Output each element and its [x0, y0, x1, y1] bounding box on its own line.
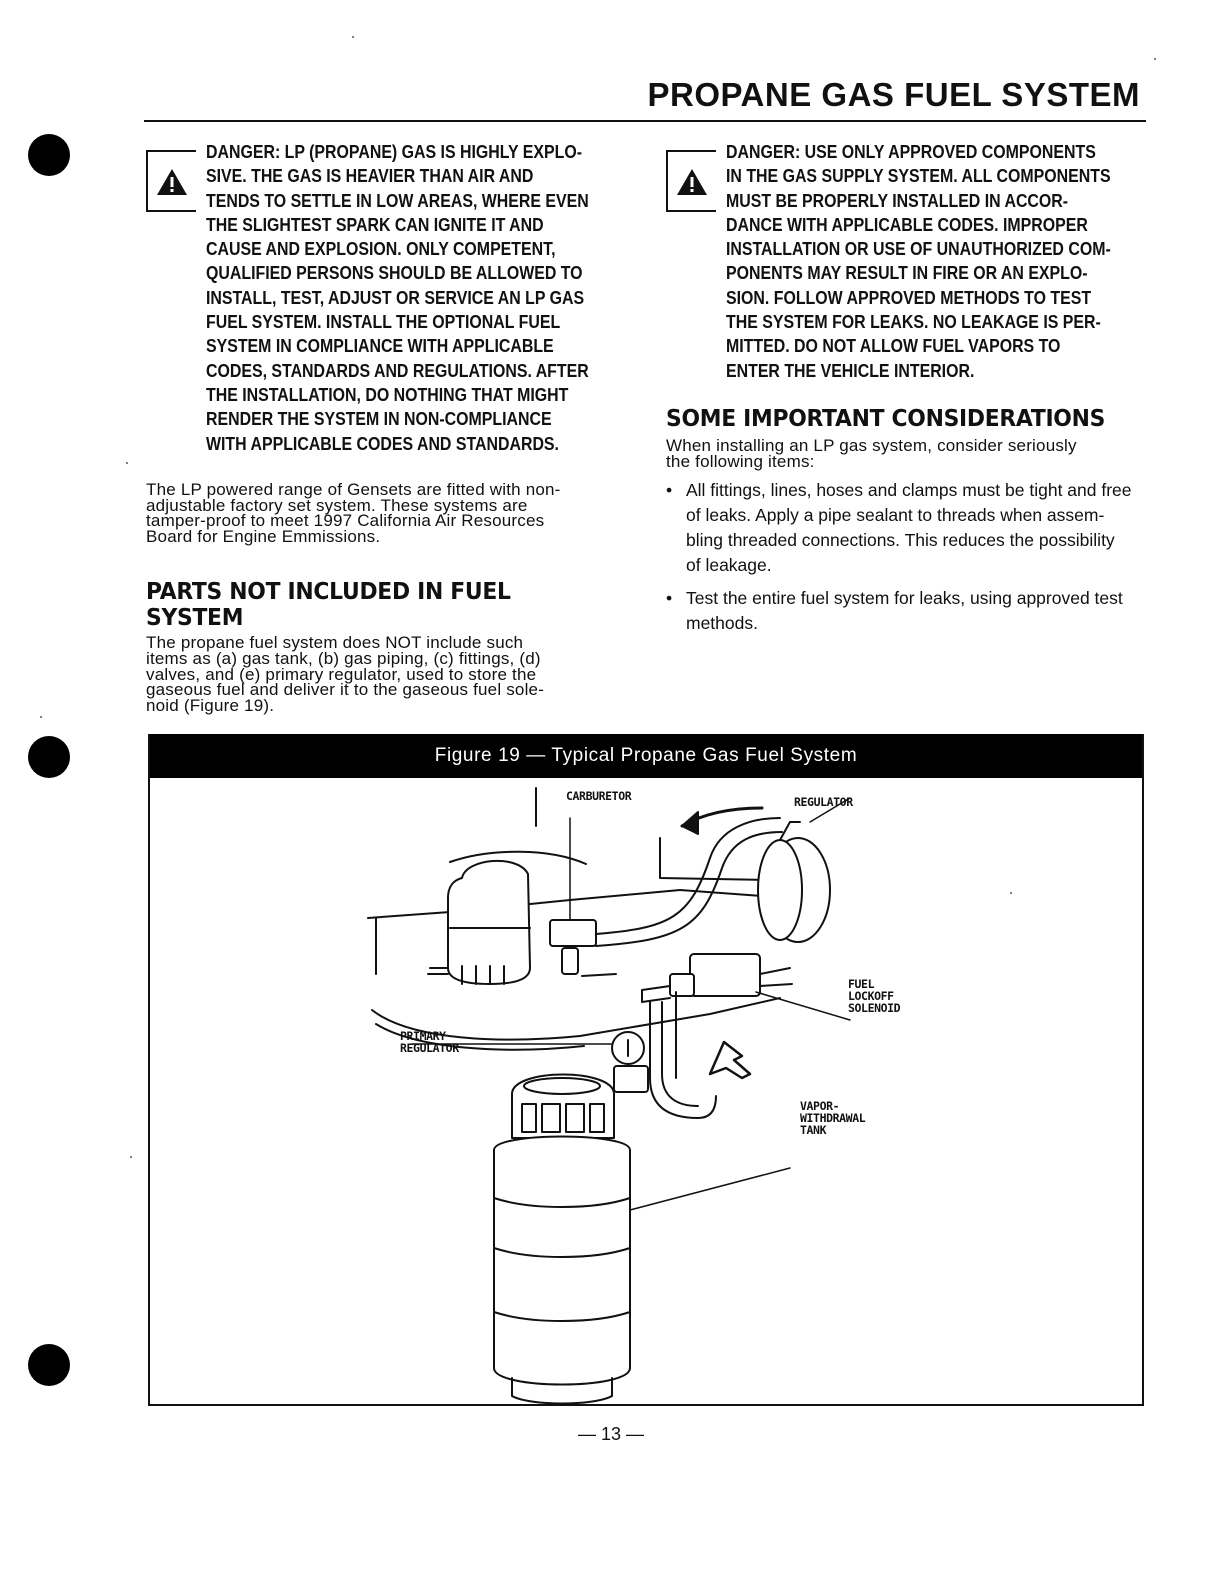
- danger-line: CODES, STANDARDS AND REGULATIONS. AFTER: [206, 359, 589, 381]
- danger-box-frame: [146, 150, 196, 212]
- text-line: • All fittings, lines, hoses and clamps must be tight and free: [686, 479, 1132, 500]
- danger-line: TENDS TO SETTLE IN LOW AREAS, WHERE EVEN: [206, 189, 589, 211]
- scan-speck: [130, 1156, 132, 1158]
- text-line: of leaks. Apply a pipe sealant to threads when assem-: [686, 504, 1105, 525]
- label-line: WITHDRAWAL: [800, 1111, 866, 1125]
- danger-line: MITTED. DO NOT ALLOW FUEL VAPORS TO: [726, 335, 1061, 357]
- label-line: SOLENOID: [848, 1001, 901, 1015]
- considerations-heading: SOME IMPORTANT CONSIDERATIONS: [666, 405, 1106, 432]
- danger-line: THE INSTALLATION, DO NOTHING THAT MIGHT: [206, 383, 569, 405]
- figure-caption: Figure 19 — Typical Propane Gas Fuel System: [150, 734, 1142, 778]
- label-line: REGULATOR: [400, 1041, 459, 1055]
- danger-box-frame: [666, 150, 716, 212]
- danger-line: DANGER: USE ONLY APPROVED COMPONENTS: [726, 141, 1096, 162]
- list-item: [666, 478, 1146, 578]
- list-item: [666, 586, 1146, 636]
- binder-hole-bottom: [28, 1344, 70, 1386]
- text-line: The LP powered range of Gensets are fitted with non-: [146, 479, 561, 499]
- binder-hole-top: [28, 134, 70, 176]
- danger-notice-components: [666, 140, 1146, 383]
- scan-speck: [1154, 58, 1156, 60]
- binder-hole-middle: [28, 736, 70, 778]
- danger-line: WITH APPLICABLE CODES AND STANDARDS.: [206, 432, 559, 454]
- danger-notice-lp-gas: [146, 140, 622, 456]
- danger-line: QUALIFIED PERSONS SHOULD BE ALLOWED TO: [206, 262, 583, 284]
- text-line: Board for Engine Emmissions.: [146, 527, 381, 547]
- label-carburetor: CARBURETOR: [566, 789, 632, 803]
- text-line: • Test the entire fuel system for leaks, using approved test: [686, 587, 1123, 608]
- text-line: gaseous fuel and deliver it to the gaseous fuel sole-: [146, 680, 545, 700]
- danger-line: THE SLIGHTEST SPARK CAN IGNITE IT AND: [206, 213, 544, 235]
- left-column: [146, 140, 622, 714]
- danger-line: DANCE WITH APPLICABLE CODES. IMPROPER: [726, 213, 1088, 235]
- text-line: the following items:: [666, 451, 815, 471]
- parts-paragraph: [146, 635, 622, 714]
- danger-line: SYSTEM IN COMPLIANCE WITH APPLICABLE: [206, 335, 554, 357]
- label-primary-regulator: [400, 1030, 459, 1054]
- text-line: tamper-proof to meet 1997 California Air Resources: [146, 511, 545, 531]
- warning-triangle-icon: [676, 168, 708, 196]
- label-line: TANK: [800, 1123, 827, 1137]
- danger-text: [726, 140, 1144, 383]
- scan-speck: [40, 716, 42, 718]
- danger-line: INSTALLATION OR USE OF UNAUTHORIZED COM-: [726, 238, 1111, 260]
- danger-line: THE SYSTEM FOR LEAKS. NO LEAKAGE IS PER-: [726, 311, 1101, 333]
- label-line: LOCKOFF: [848, 989, 894, 1003]
- danger-line: FUEL SYSTEM. INSTALL THE OPTIONAL FUEL: [206, 311, 561, 333]
- label-line: FUEL: [848, 977, 875, 991]
- parts-heading: PARTS NOT INCLUDED IN FUEL SYSTEM: [146, 579, 511, 632]
- propane-system-illustration: [150, 778, 1142, 1406]
- text-line: When installing an LP gas system, consider seriously: [666, 435, 1077, 455]
- danger-line: DANGER: LP (PROPANE) GAS IS HIGHLY EXPLO-: [206, 141, 583, 162]
- right-column: [666, 140, 1146, 636]
- text-line: of leakage.: [686, 554, 772, 575]
- danger-line: RENDER THE SYSTEM IN NON-COMPLIANCE: [206, 408, 552, 430]
- scan-speck: [126, 462, 128, 464]
- text-line: bling threaded connections. This reduces the possibility: [686, 529, 1115, 550]
- text-line: items as (a) gas tank, (b) gas piping, (c) fittings, (d): [146, 648, 541, 668]
- figure-19: [148, 734, 1144, 1406]
- danger-line: MUST BE PROPERLY INSTALLED IN ACCOR-: [726, 189, 1069, 211]
- title-rule: [144, 120, 1146, 122]
- danger-line: INSTALL, TEST, ADJUST OR SERVICE AN LP GAS: [206, 286, 585, 308]
- danger-line: ENTER THE VEHICLE INTERIOR.: [726, 359, 975, 381]
- considerations-intro: [666, 435, 1146, 471]
- scan-speck: [352, 36, 354, 38]
- text-line: noid (Figure 19).: [146, 696, 275, 716]
- danger-line: PONENTS MAY RESULT IN FIRE OR AN EXPLO-: [726, 262, 1088, 284]
- label-regulator: REGULATOR: [794, 795, 853, 809]
- label-line: VAPOR-: [800, 1099, 840, 1113]
- label-vapor-withdrawal-tank: [800, 1100, 865, 1136]
- label-fuel-lockoff-solenoid: [848, 978, 900, 1014]
- scan-speck: [1010, 892, 1012, 894]
- page-title: PROPANE GAS FUEL SYSTEM: [647, 76, 1140, 113]
- danger-line: IN THE GAS SUPPLY SYSTEM. ALL COMPONENTS: [726, 165, 1111, 187]
- text-line: methods.: [686, 612, 758, 633]
- danger-line: SIVE. THE GAS IS HEAVIER THAN AIR AND: [206, 165, 534, 187]
- text-line: valves, and (e) primary regulator, used to store the: [146, 664, 537, 684]
- text-line: The propane fuel system does NOT include such: [146, 633, 524, 653]
- intro-paragraph: [146, 479, 622, 547]
- danger-line: SION. FOLLOW APPROVED METHODS TO TEST: [726, 286, 1092, 308]
- warning-triangle-icon: [156, 168, 188, 196]
- text-line: adjustable factory set system. These systems are: [146, 495, 528, 515]
- danger-text: [206, 140, 619, 456]
- label-line: PRIMARY: [400, 1029, 446, 1043]
- page-number: — 13 —: [577, 1424, 645, 1444]
- danger-line: CAUSE AND EXPLOSION. ONLY COMPETENT,: [206, 238, 556, 260]
- considerations-list: [666, 478, 1146, 636]
